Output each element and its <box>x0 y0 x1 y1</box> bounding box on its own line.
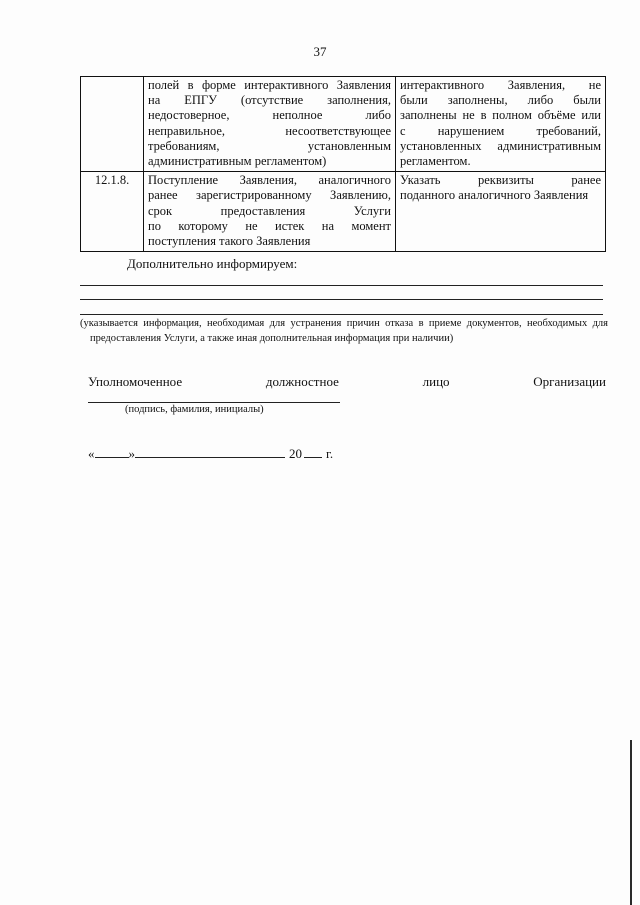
signer-word-4: Организации <box>533 374 606 389</box>
cell-text-line: поданного аналогичного Заявления <box>400 188 589 203</box>
cell-text-line: Указать реквизиты ранее <box>400 173 601 188</box>
refusal-reasons-table <box>80 76 606 252</box>
additional-info-line-3 <box>80 314 603 315</box>
year-century: 20 <box>289 446 302 461</box>
signature-line <box>88 402 340 403</box>
hint-line-2: предоставления Услуги, а также иная дополнительная информация при наличии) <box>90 333 454 344</box>
scan-edge-mark <box>630 740 632 905</box>
cell-text-line: заполнены не в полном объёме или <box>400 108 601 123</box>
cell-text-line: Поступление Заявления, аналогичного <box>148 173 391 188</box>
signer-word-3: лицо <box>422 374 450 389</box>
table-row <box>81 77 606 172</box>
additional-info-label: Дополнительно информируем: <box>127 256 298 271</box>
cell-text-line: недостоверное, неполное либо <box>148 108 391 123</box>
cell-text-line: требованиям, установленным <box>148 138 391 153</box>
cell-text-line: были заполнены, либо были <box>400 93 601 108</box>
cell-text-line: неправильное, несоответствующее <box>148 123 391 138</box>
year-suffix: г. <box>326 446 334 461</box>
cell-text-line: административным регламентом) <box>148 154 327 169</box>
cell-text-line: регламентом. <box>400 154 471 169</box>
cell-text-line: поступления такого Заявления <box>148 234 311 249</box>
date-open-quote: « <box>88 446 95 461</box>
cell-text-line: интерактивного Заявления, не <box>400 78 601 92</box>
hint-line-1: (указывается информация, необходимая для устранения причин отказа в приеме документов, необходимых для <box>80 318 608 329</box>
signature-caption: (подпись, фамилия, инициалы) <box>125 404 264 415</box>
authorized-person-heading <box>88 374 606 390</box>
signer-word-1: Уполномоченное <box>88 374 183 389</box>
date-field <box>88 444 333 462</box>
reason-cell <box>144 172 396 252</box>
date-close-quote: » <box>128 446 135 461</box>
additional-info-line-1 <box>80 285 603 286</box>
cell-text-line: ранее зарегистрированному Заявлению, <box>148 188 391 203</box>
cell-text-line: по которому не истек на момент <box>148 218 391 233</box>
additional-info-hint <box>80 316 608 346</box>
cell-text-line: полей в форме интерактивного Заявления <box>148 78 391 92</box>
signer-word-2: должностное <box>265 374 339 389</box>
year-blank <box>304 444 322 458</box>
cell-text-line: установленных административным <box>400 138 601 153</box>
explanation-cell <box>396 77 606 172</box>
day-blank <box>95 444 129 458</box>
explanation-cell <box>396 172 606 252</box>
table-row <box>81 172 606 252</box>
item-number-cell <box>81 77 144 172</box>
reason-cell <box>144 77 396 172</box>
month-blank <box>135 444 285 458</box>
cell-text-line: срок предоставления Услуги <box>148 203 391 218</box>
item-number-cell: 12.1.8. <box>81 172 144 252</box>
cell-text-line: с нарушением требований, <box>400 123 601 138</box>
page-number: 37 <box>313 44 327 59</box>
additional-info-line-2 <box>80 299 603 300</box>
cell-text-line: на ЕПГУ (отсутствие заполнения, <box>148 93 391 108</box>
